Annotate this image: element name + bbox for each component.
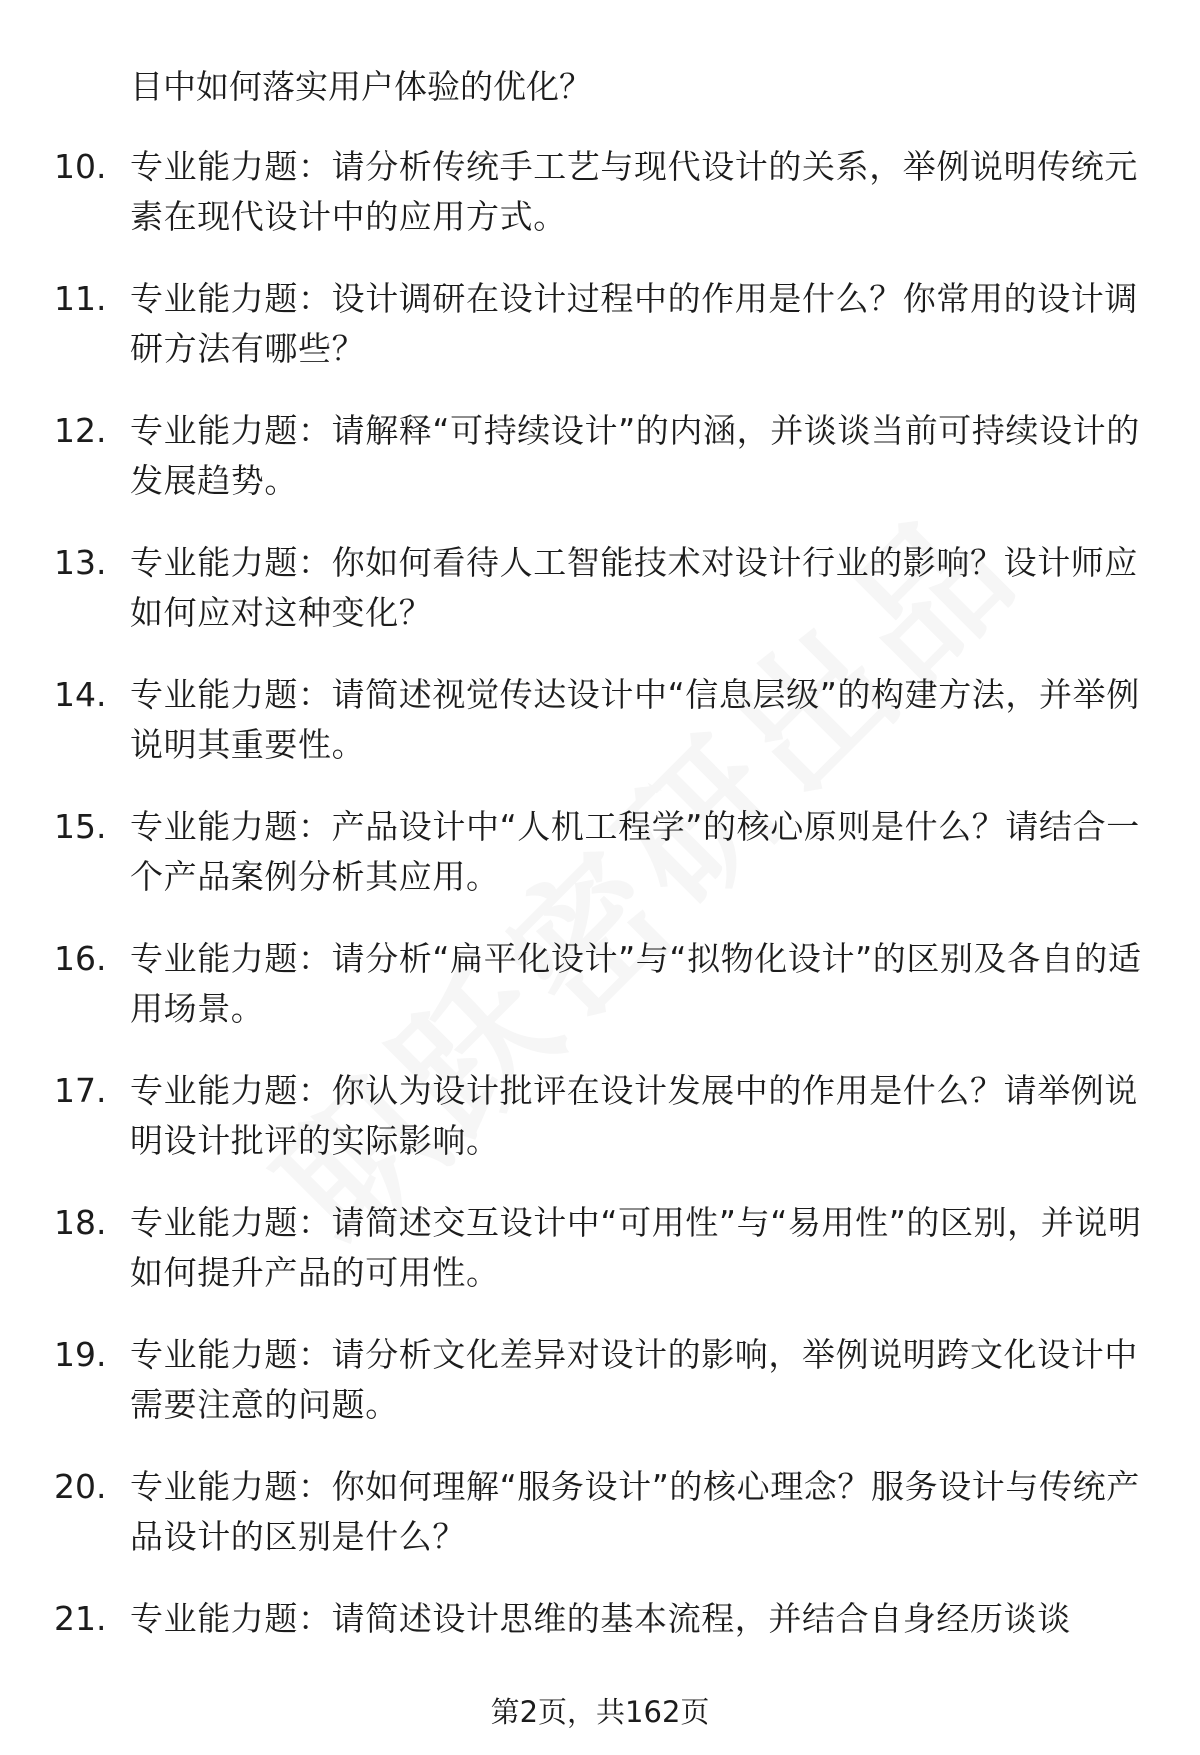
question-text: 专业能力题：请分析传统手工艺与现代设计的关系，举例说明传统元素在现代设计中的应用方式。 xyxy=(130,147,1138,236)
page-number-footer: 第2页，共162页 xyxy=(490,1695,710,1729)
question-number: 12. xyxy=(54,411,107,450)
question-item xyxy=(0,538,1200,670)
question-item xyxy=(0,274,1200,406)
question-item xyxy=(0,1462,1200,1594)
question-item xyxy=(0,406,1200,538)
question-item xyxy=(0,670,1200,802)
question-item xyxy=(0,142,1200,274)
question-text: 专业能力题：你如何理解“服务设计”的核心理念？服务设计与传统产品设计的区别是什么？ xyxy=(130,1467,1140,1556)
question-item xyxy=(0,1330,1200,1462)
question-list xyxy=(0,142,1200,1726)
question-text: 专业能力题：请分析“扁平化设计”与“拟物化设计”的区别及各自的适用场景。 xyxy=(130,939,1142,1028)
question-item xyxy=(0,1198,1200,1330)
question-text: 专业能力题：请解释“可持续设计”的内涵，并谈谈当前可持续设计的发展趋势。 xyxy=(130,411,1140,500)
question-number: 10. xyxy=(54,147,107,186)
question-number: 20. xyxy=(54,1467,107,1506)
question-number: 13. xyxy=(54,543,107,582)
question-text: 专业能力题：设计调研在设计过程中的作用是什么？你常用的设计调研方法有哪些？ xyxy=(130,279,1138,368)
question-text: 专业能力题：产品设计中“人机工程学”的核心原则是什么？请结合一个产品案例分析其应用。 xyxy=(130,807,1140,896)
question-item xyxy=(0,934,1200,1066)
question-number: 17. xyxy=(54,1071,107,1110)
question-text: 专业能力题：你如何看待人工智能技术对设计行业的影响？设计师应如何应对这种变化？ xyxy=(130,543,1138,632)
question-text: 专业能力题：请简述交互设计中“可用性”与“易用性”的区别，并说明如何提升产品的可用性。 xyxy=(130,1203,1142,1292)
question-number: 21. xyxy=(54,1599,107,1638)
question-number: 11. xyxy=(54,279,107,318)
question-number: 19. xyxy=(54,1335,107,1374)
question-number: 16. xyxy=(54,939,107,978)
question-text: 专业能力题：请分析文化差异对设计的影响，举例说明跨文化设计中需要注意的问题。 xyxy=(130,1335,1138,1424)
question-item xyxy=(0,1066,1200,1198)
question-number: 15. xyxy=(54,807,107,846)
question-text: 专业能力题：请简述视觉传达设计中“信息层级”的构建方法，并举例说明其重要性。 xyxy=(130,675,1140,764)
continued-question-text: 目中如何落实用户体验的优化？ xyxy=(130,67,592,106)
question-item xyxy=(0,802,1200,934)
question-text: 专业能力题：你认为设计批评在设计发展中的作用是什么？请举例说明设计批评的实际影响。 xyxy=(130,1071,1138,1160)
question-text: 专业能力题：请简述设计思维的基本流程，并结合自身经历谈谈 xyxy=(130,1599,1071,1638)
question-number: 14. xyxy=(54,675,107,714)
question-number: 18. xyxy=(54,1203,107,1242)
